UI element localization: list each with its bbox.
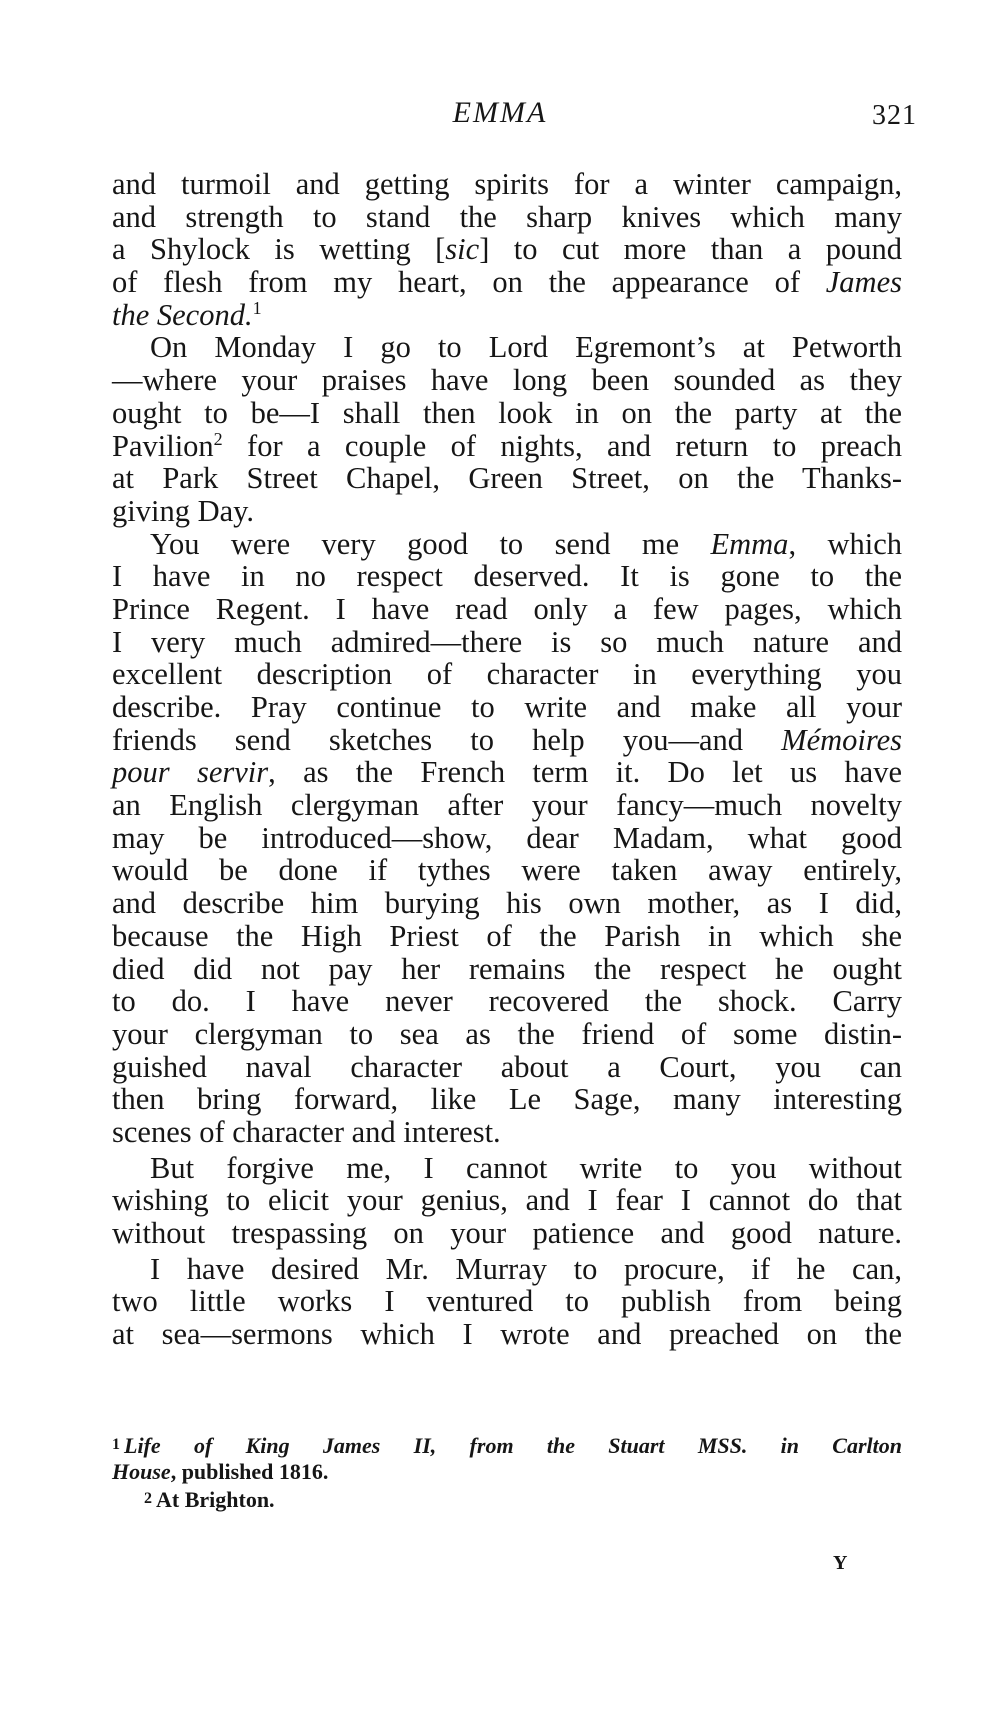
text-line: But forgive me, I cannot write to you without — [150, 1150, 902, 1185]
text-line: without trespassing on your patience and good nature. — [112, 1216, 902, 1250]
footnote-reference: 1 — [252, 297, 262, 318]
text-line: because the High Priest of the Parish in which she — [112, 918, 902, 953]
page-number: 321 — [872, 100, 917, 131]
running-title: EMMA — [452, 96, 548, 129]
footnote-2: 2 At Brighton. — [144, 1487, 275, 1512]
text-line: I have desired Mr. Murray to procure, if he can, — [150, 1251, 902, 1286]
text-line: the Second.$^1$ — [112, 297, 262, 332]
text-line: your clergyman to sea as the friend of some distin- — [112, 1016, 902, 1051]
footnote-1: 1 Life of King James II, from the Stuart MSS. in Carlton — [112, 1433, 902, 1458]
text-line: guished naval character about a Court, you can — [112, 1049, 902, 1084]
text-line: scenes of character and interest. — [112, 1114, 501, 1149]
text-line: then bring forward, like Le Sage, many interesting — [112, 1082, 902, 1117]
text-line: wishing to elicit your genius, and I fear I cannot do that — [112, 1183, 902, 1218]
text-line: Pavilion$^2$ for a couple of nights, and return to preach — [112, 428, 902, 463]
text-line: died did not pay her remains the respect he ought — [112, 951, 902, 986]
text-line: and turmoil and getting spirits for a winter campaign, — [112, 167, 902, 201]
body-text — [112, 168, 902, 1351]
text-line: friends send sketches to help you—and Mémoires — [112, 722, 902, 757]
text-line: two little works I ventured to publish from being — [112, 1284, 902, 1319]
text-line: Prince Regent. I have read only a few pages, which — [112, 591, 902, 626]
text-line: I very much admired—there is so much nature and — [112, 624, 902, 659]
text-line: giving Day. — [112, 493, 255, 528]
text-line: at Park Street Chapel, Green Street, on the Thanks- — [112, 461, 902, 496]
footnote-1-continued: House, published 1816. — [112, 1459, 329, 1484]
text-line: On Monday I go to Lord Egremont’s at Petworth — [150, 330, 902, 365]
text-line: pour servir, as the French term it. Do let us have — [112, 755, 902, 790]
text-line: ought to be—I shall then look in on the party at the — [112, 395, 902, 430]
text-line: would be done if tythes were taken away entirely, — [112, 853, 902, 888]
text-line: —where your praises have long been sounded as they — [112, 363, 902, 398]
text-line: a Shylock is wetting [sic] to cut more than a pound — [112, 232, 902, 267]
text-line: You were very good to send me Emma, which — [150, 526, 902, 561]
signature-mark: Y — [833, 1552, 849, 1574]
text-line: and strength to stand the sharp knives which many — [112, 199, 902, 234]
text-line: may be introduced—show, dear Madam, what good — [112, 820, 902, 855]
text-line: excellent description of character in everything you — [112, 657, 902, 692]
text-line: at sea—sermons which I wrote and preached on the — [112, 1317, 902, 1352]
text-line: describe. Pray continue to write and make all your — [112, 690, 902, 724]
footnotes — [112, 1431, 902, 1512]
text-line: an English clergyman after your fancy—much novelty — [112, 788, 902, 823]
text-line: I have in no respect deserved. It is gone to the — [112, 559, 902, 594]
footnote-reference: 2 — [213, 428, 223, 449]
text-line: to do. I have never recovered the shock. Carry — [112, 984, 902, 1019]
text-line: of flesh from my heart, on the appearance of James — [112, 265, 902, 300]
text-line: and describe him burying his own mother, as I did, — [112, 886, 902, 921]
